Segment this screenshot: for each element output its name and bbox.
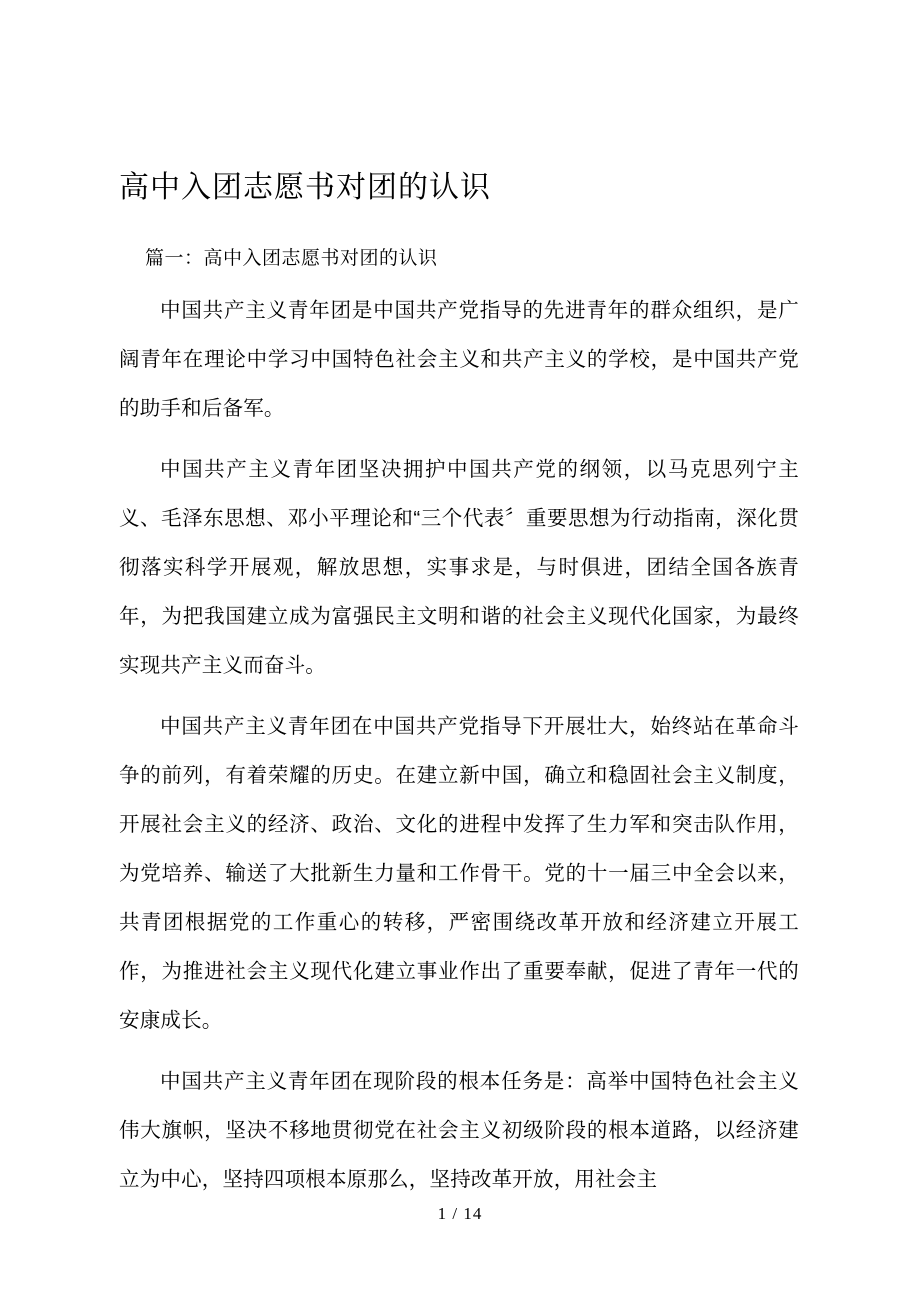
page-title: 高中入团志愿书对团的认识 bbox=[119, 171, 491, 204]
body-paragraph: 中国共产主义青年团是中国共产党指导的先进青年的群众组织，是广阔青年在理论中学习中国特色社会主义和共产主义的学校，是中国共产党的助手和后备军。 bbox=[119, 299, 799, 421]
body-paragraph: 中国共产主义青年团在中国共产党指导下开展壮大，始终站在革命斗争的前列，有着荣耀的历史。在建立新中国，确立和稳固社会主义制度，开展社会主义的经济、政治、文化的进程中发挥了生力军和突击队作用，为党培养、输送了大批新生力量和工作骨干。党的十一届三中全会以来，共青团根据党的工作重心的转移，严密围绕改革开放和经济建立开展工作，为推进社会主义现代化建立事业作出了重要奉献，促进了青年一代的安康成长。 bbox=[119, 715, 799, 1033]
page-content bbox=[119, 0, 799, 1204]
body-paragraph: 中国共产主义青年团坚决拥护中国共产党的纲领，以马克思列宁主义、毛泽东思想、邓小平理论和“三个代表〞重要思想为行动指南，深化贯彻落实科学开展观，解放思想，实事求是，与时俱进，团结全国各族青年，为把我国建立成为富强民主文明和谐的社会主义现代化国家，为最终实现共产主义而奋斗。 bbox=[119, 458, 799, 678]
section-subtitle: 篇一：高中入团志愿书对团的认识 bbox=[145, 248, 438, 269]
page-number: 1 / 14 bbox=[437, 1204, 483, 1223]
body-paragraph: 中国共产主义青年团在现阶段的根本任务是：高举中国特色社会主义伟大旗帜，坚决不移地贯彻党在社会主义初级阶段的根本道路，以经济建立为中心，坚持四项根本原那么，坚持改革开放，用社会主 bbox=[119, 1070, 799, 1192]
